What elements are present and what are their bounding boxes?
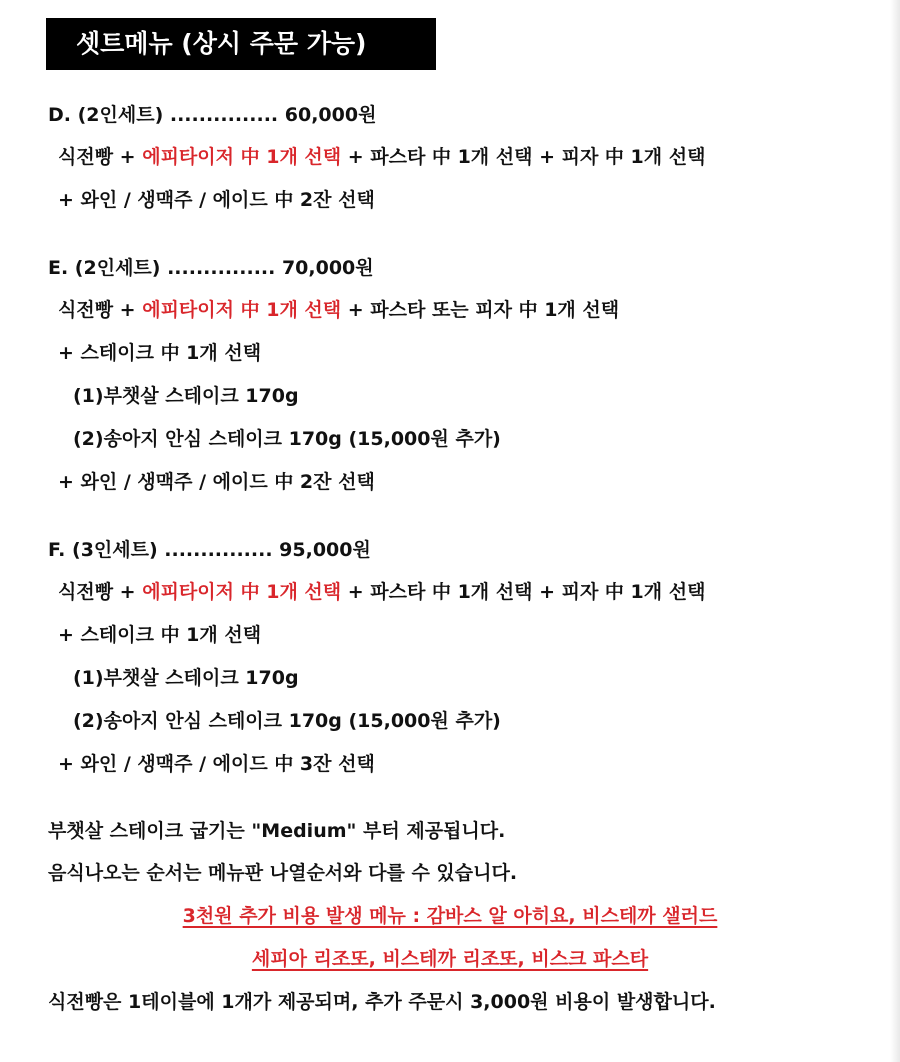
steak-doneness-note: 부챗살 스테이크 굽기는 "Medium" 부터 제공됩니다. — [48, 820, 506, 842]
set-e-drink-line: + 와인 / 생맥주 / 에이드 中 2잔 선택 — [58, 471, 375, 493]
surcharge-menu-list-1: 3천원 추가 비용 발생 메뉴 : 감바스 알 아히요, 비스테까 샐러드 — [182, 905, 718, 927]
set-e-appetizer-highlight: 에피타이저 中 1개 선택 — [142, 299, 342, 321]
surcharge-note-line-1 — [0, 904, 900, 928]
set-d-appetizer-highlight: 에피타이저 中 1개 선택 — [142, 146, 342, 168]
set-f-steak-option-1: (1)부챗살 스테이크 170g — [73, 667, 299, 689]
set-e-steak-option-2: (2)송아지 안심 스테이크 170g (15,000원 추가) — [73, 428, 501, 450]
set-f-drink-line: + 와인 / 생맥주 / 에이드 中 3잔 선택 — [58, 753, 375, 775]
set-d-title: D. (2인세트) ............... 60,000원 — [48, 104, 377, 126]
set-e-title: E. (2인세트) ............... 70,000원 — [48, 257, 374, 279]
page-title: 셋트메뉴 (상시 주문 가능) — [46, 18, 436, 70]
surcharge-menu-list-2: 세피아 리조또, 비스테까 리조또, 비스크 파스타 — [251, 948, 649, 970]
bread-charge-note: 식전빵은 1테이블에 1개가 제공되며, 추가 주문시 3,000원 비용이 발생합니다. — [48, 991, 716, 1013]
set-d-drink-line: + 와인 / 생맥주 / 에이드 中 2잔 선택 — [58, 189, 375, 211]
page-edge-shadow — [890, 0, 900, 1062]
surcharge-note-line-2 — [0, 947, 900, 971]
set-e-steak-option-1: (1)부챗살 스테이크 170g — [73, 385, 299, 407]
set-d-course-line — [58, 145, 705, 169]
set-f-course-line — [58, 580, 705, 604]
set-f-main-choices: + 파스타 中 1개 선택 + 피자 中 1개 선택 — [341, 581, 706, 603]
set-f-steak-option-2: (2)송아지 안심 스테이크 170g (15,000원 추가) — [73, 710, 501, 732]
set-e-main-choices: + 파스타 또는 피자 中 1개 선택 — [341, 299, 620, 321]
set-e-bread: 식전빵 + — [58, 299, 143, 321]
set-f-appetizer-highlight: 에피타이저 中 1개 선택 — [142, 581, 342, 603]
set-f-title: F. (3인세트) ............... 95,000원 — [48, 539, 371, 561]
set-d-bread: 식전빵 + — [58, 146, 143, 168]
serving-order-note: 음식나오는 순서는 메뉴판 나열순서와 다를 수 있습니다. — [48, 862, 518, 884]
set-e-steak-line: + 스테이크 中 1개 선택 — [58, 342, 262, 364]
set-f-steak-line: + 스테이크 中 1개 선택 — [58, 624, 262, 646]
set-f-bread: 식전빵 + — [58, 581, 143, 603]
set-e-course-line — [58, 298, 619, 322]
set-d-main-choices: + 파스타 中 1개 선택 + 피자 中 1개 선택 — [341, 146, 706, 168]
